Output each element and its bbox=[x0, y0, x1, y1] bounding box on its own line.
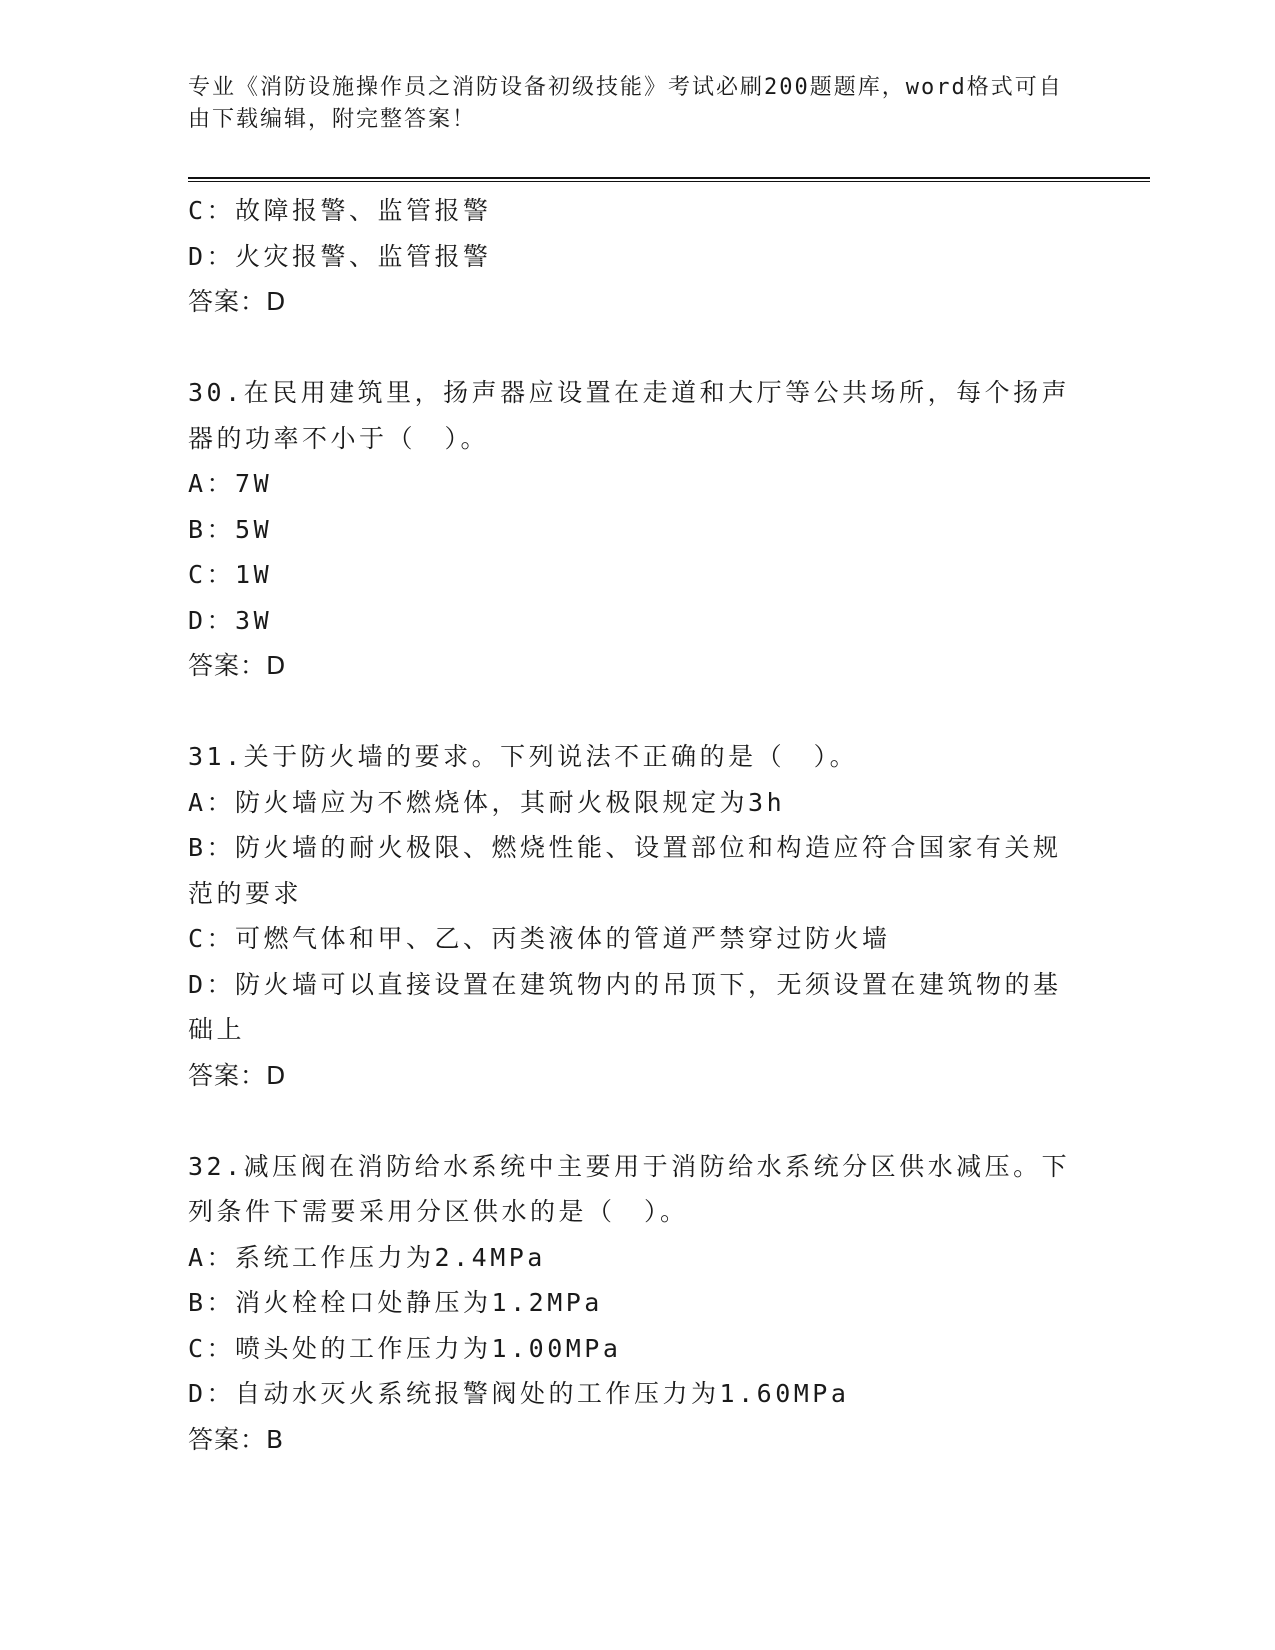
header-rule-thick bbox=[188, 177, 1150, 179]
prev-option-d: D：火灾报警、监管报警 bbox=[188, 241, 492, 271]
option-d: D：自动水灭火系统报警阀处的工作压力为1.60MPa bbox=[188, 1379, 850, 1408]
option-b: B：防火墙的耐火极限、燃烧性能、设置部位和构造应符合国家有关规范的要求 bbox=[188, 833, 1062, 908]
spacer bbox=[188, 689, 1088, 735]
prev-option-c: C：故障报警、监管报警 bbox=[188, 196, 492, 225]
option-c: C：可燃气体和甲、乙、丙类液体的管道严禁穿过防火墙 bbox=[188, 924, 891, 953]
answer: 答案：D bbox=[188, 651, 287, 680]
option-d: D：3W bbox=[188, 605, 273, 635]
document-header: 专业《消防设施操作员之消防设备初级技能》考试必刷200题题库，word格式可自由下载编辑，附完整答案！ bbox=[188, 75, 1063, 132]
option-a: A：7W bbox=[188, 469, 273, 498]
question-32 bbox=[188, 1144, 1088, 1463]
option-b: B：5W bbox=[188, 514, 273, 544]
question-stem: 31.关于防火墙的要求。下列说法不正确的是（ ）。 bbox=[188, 742, 859, 771]
answer: 答案：D bbox=[188, 1060, 287, 1090]
header-rule-thin bbox=[188, 181, 1150, 182]
question-stem: 30.在民用建筑里，扬声器应设置在走道和大厅等公共场所，每个扬声器的功率不小于（ ）。 bbox=[188, 378, 1071, 453]
option-a: A：防火墙应为不燃烧体，其耐火极限规定为3h bbox=[188, 787, 786, 817]
question-31 bbox=[188, 734, 1088, 1098]
option-b: B：消火栓栓口处静压为1.2MPa bbox=[188, 1288, 603, 1317]
spacer bbox=[188, 1098, 1088, 1144]
option-c: C：喷头处的工作压力为1.00MPa bbox=[188, 1333, 622, 1363]
spacer bbox=[188, 325, 1088, 371]
answer: 答案：B bbox=[188, 1424, 285, 1454]
question-30 bbox=[188, 370, 1088, 689]
question-list bbox=[188, 188, 1088, 1462]
question-stem: 32.减压阀在消防给水系统中主要用于消防给水系统分区供水减压。下列条件下需要采用分区供水的是（ ）。 bbox=[188, 1151, 1071, 1226]
option-c: C：1W bbox=[188, 560, 273, 589]
prev-answer: 答案：D bbox=[188, 287, 287, 316]
option-d: D：防火墙可以直接设置在建筑物内的吊顶下，无须设置在建筑物的基础上 bbox=[188, 969, 1062, 1044]
option-a: A：系统工作压力为2.4MPa bbox=[188, 1242, 546, 1272]
